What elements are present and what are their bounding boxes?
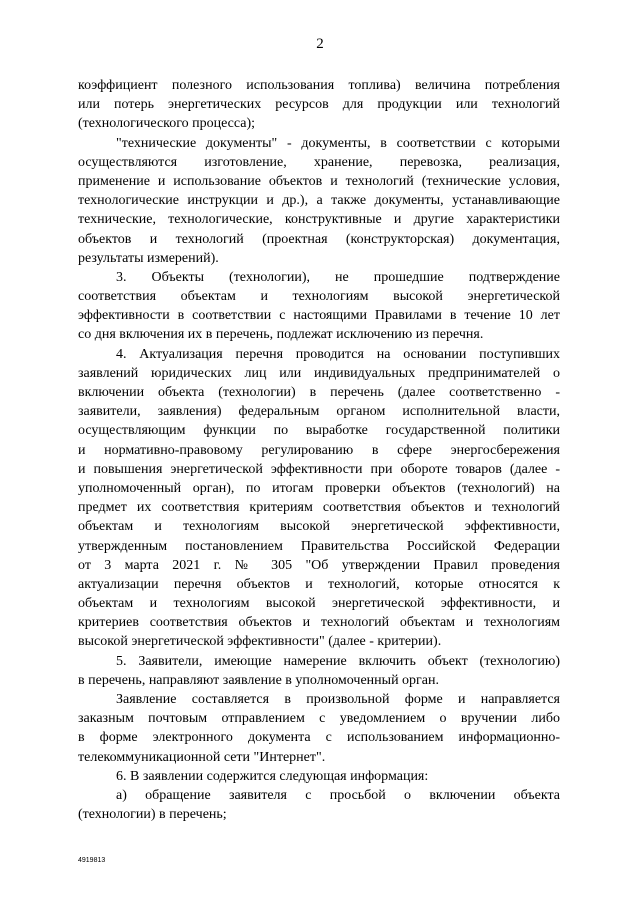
text-line: соответствия объектам и технологиям высокой энергетической	[78, 289, 560, 305]
text-line: (технологического процесса);	[78, 116, 256, 132]
text-line: объектам и технологиям высокой энергетической эффективности,	[78, 519, 560, 535]
text-line: а) обращение заявителя с просьбой о включении объекта	[116, 787, 560, 803]
text-line: коэффициент полезного использования топлива) величина потребления	[78, 78, 560, 93]
text-line: утвержденным постановлением Правительства Российской Федерации	[78, 538, 560, 554]
text-line: технологические инструкции и др.), а также документы, устанавливающие	[78, 193, 560, 209]
page-number: 2	[316, 36, 324, 52]
text-line: объектам и технологиям высокой энергетической эффективности, и	[78, 596, 560, 612]
text-line: включении объекта (технологии) в перечень (далее соответственно -	[78, 385, 560, 400]
text-line: результаты измерений).	[78, 250, 219, 266]
text-line: заказным почтовым отправлением с уведомлением о вручении либо	[78, 711, 560, 727]
text-line: актуализации перечня объектов и технологий, которые относятся к	[78, 576, 560, 592]
text-line: "технические документы" - документы, в соответствии с которыми	[116, 135, 560, 151]
text-line: 3. Объекты (технологии), не прошедшие подтверждение	[116, 269, 560, 285]
text-line: Заявление составляется в произвольной форме и направляется	[116, 692, 560, 707]
text-line: технические, технологические, конструктивные и другие характеристики	[78, 212, 560, 228]
text-line: и нормативно-правовому регулированию в сфере энергосбережения	[78, 442, 560, 458]
text-line: (технологии) в перечень;	[78, 807, 227, 823]
text-line: 5. Заявители, имеющие намерение включить объект (технологию)	[116, 653, 560, 669]
text-line: со дня включения их в перечень, подлежат исключению из перечня.	[78, 327, 484, 343]
text-line: осуществляющим функции по выработке государственной политики	[78, 423, 560, 439]
text-line: в перечень, направляют заявление в уполномоченный орган.	[78, 672, 440, 688]
document-code: 4919813	[78, 857, 106, 864]
text-line: осуществляются изготовление, хранение, перевозка, реализация,	[78, 154, 560, 170]
text-line: заявители, заявления) федеральным органом исполнительной власти,	[78, 404, 560, 420]
text-line: 6. В заявлении содержится следующая информация:	[116, 768, 429, 784]
text-line: применение и использование объектов и технологий (технические условия,	[78, 173, 560, 189]
text-line: телекоммуникационной сети "Интернет".	[78, 749, 326, 765]
text-line: эффективности в соответствии с настоящими Правилами в течение 10 лет	[78, 308, 560, 324]
text-line: 4. Актуализация перечня проводится на основании поступивших	[116, 346, 560, 362]
text-line: или потерь энергетических ресурсов для продукции или технологий	[78, 97, 560, 113]
text-line: в форме электронного документа с использованием информационно-	[78, 730, 560, 746]
text-line: предмет их соответствия критериям соответствия объектов и технологий	[78, 500, 560, 516]
document-body	[78, 76, 560, 824]
text-line: критериев соответствия объектов и технологий объектам и технологиям	[78, 615, 560, 631]
text-line: высокой энергетической эффективности" (далее - критерии).	[78, 634, 442, 650]
text-line: от 3 марта 2021 г. № 305 "Об утверждении Правил проведения	[78, 557, 560, 573]
text-line: заявлений юридических лиц или индивидуальных предпринимателей о	[78, 365, 560, 381]
text-line: объектов и технологий (проектная (конструкторская) документация,	[78, 231, 560, 247]
text-line: и повышения энергетической эффективности при обороте товаров (далее -	[78, 461, 560, 477]
text-line: уполномоченный орган), по итогам проверки объектов (технологий) на	[78, 480, 560, 496]
